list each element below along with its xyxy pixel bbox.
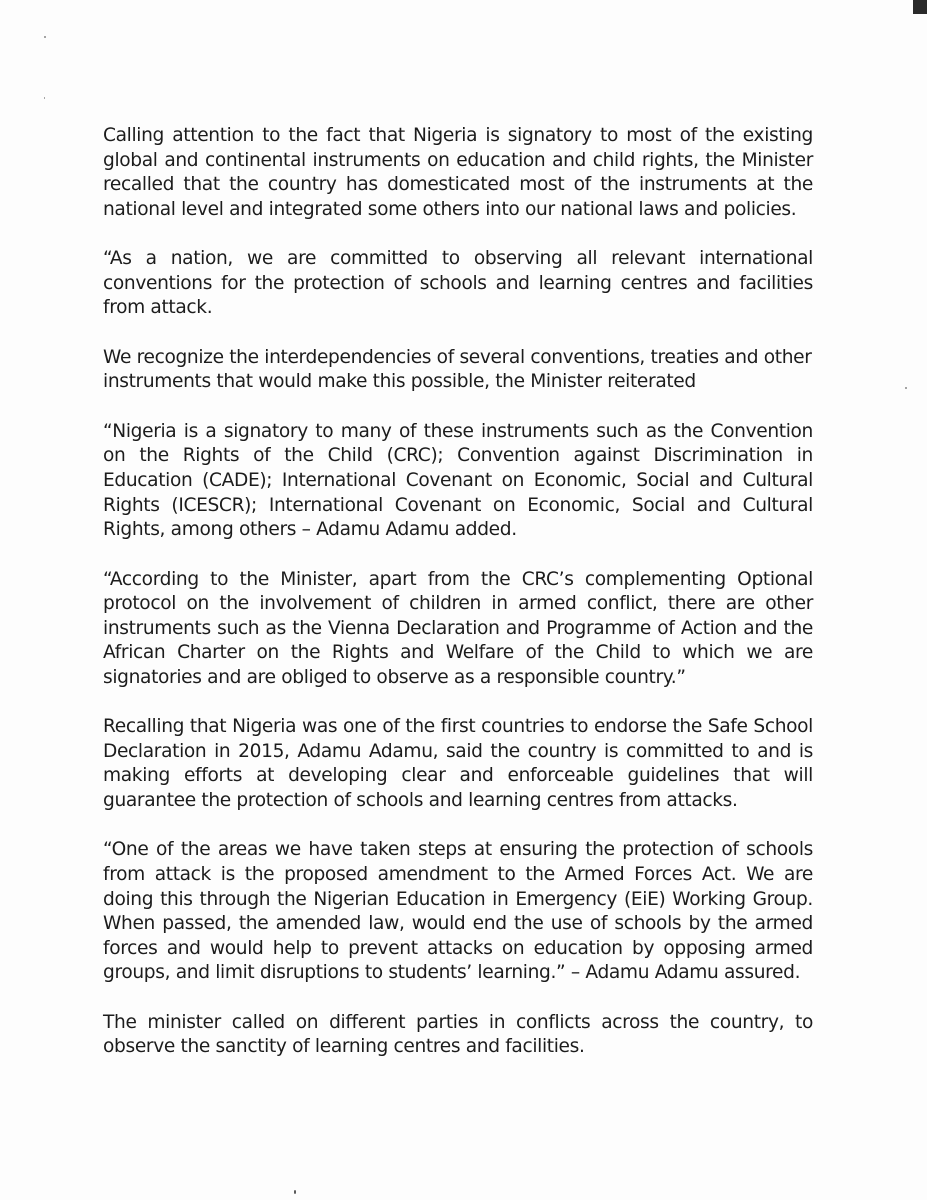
scan-speck (905, 387, 907, 389)
scan-speck (44, 36, 46, 38)
paragraph-interdependencies: We recognize the interdependencies of several conventions, treaties and other instruments that would make this possible, the Minister reiterated (103, 346, 812, 393)
scan-corner-mark (913, 0, 927, 14)
scan-speck (44, 97, 45, 99)
paragraph-instruments-domesticated: Calling attention to the fact that Nigeria is signatory to most of the existing global and continental instruments on education and child rights, the Minister recalled that the country has domesticated most of the instruments at the national level and integrated some others into our national laws and policies. (103, 125, 813, 220)
paragraph-committed-conventions: “As a nation, we are committed to observing all relevant international conventions for the protection of schools and learning centres and facilities from attack. (103, 248, 813, 319)
paragraph-armed-forces-amendment: “One of the areas we have taken steps at ensuring the protection of schools from attack is the proposed amendment to the Armed Forces Act. We are doing this through the Nigerian Education in Emergency (EiE) Working Group. When passed, the amended law, would end the use of schools by the armed forces and would help to prevent attacks on education by opposing armed groups, and limit disruptions to students’ learning.” – Adamu Adamu assured. (103, 839, 813, 984)
scan-speck (294, 1190, 296, 1194)
paragraph-signatory-list: “Nigeria is a signatory to many of these instruments such as the Convention on the Rights of the Child (CRC); Convention against Discrimination in Education (CADE); International Covenant on Economic, Social and Cultural Rights (ICESCR); International Covenant on Economic, Social and Cultural Rights, among others – Adamu Adamu added. (103, 420, 813, 541)
document-body (103, 124, 813, 1085)
paragraph-safe-school-declaration: Recalling that Nigeria was one of the first countries to endorse the Safe School Declaration in 2015, Adamu Adamu, said the country is committed to and is making efforts at developing clear and enforceable guidelines that will guarantee the protection of schools and learning centres from attacks. (103, 716, 813, 812)
paragraph-sanctity-call: The minister called on different parties in conflicts across the country, to observe the sanctity of learning centres and facilities. (103, 1011, 813, 1058)
paragraph-other-instruments: “According to the Minister, apart from the CRC’s complementing Optional protocol on the involvement of children in armed conflict, there are other instruments such as the Vienna Declaration and Programme of Action and the African Charter on the Rights and Welfare of the Child to which we are signatories and are obliged to observe as a responsible country.” (103, 568, 813, 688)
